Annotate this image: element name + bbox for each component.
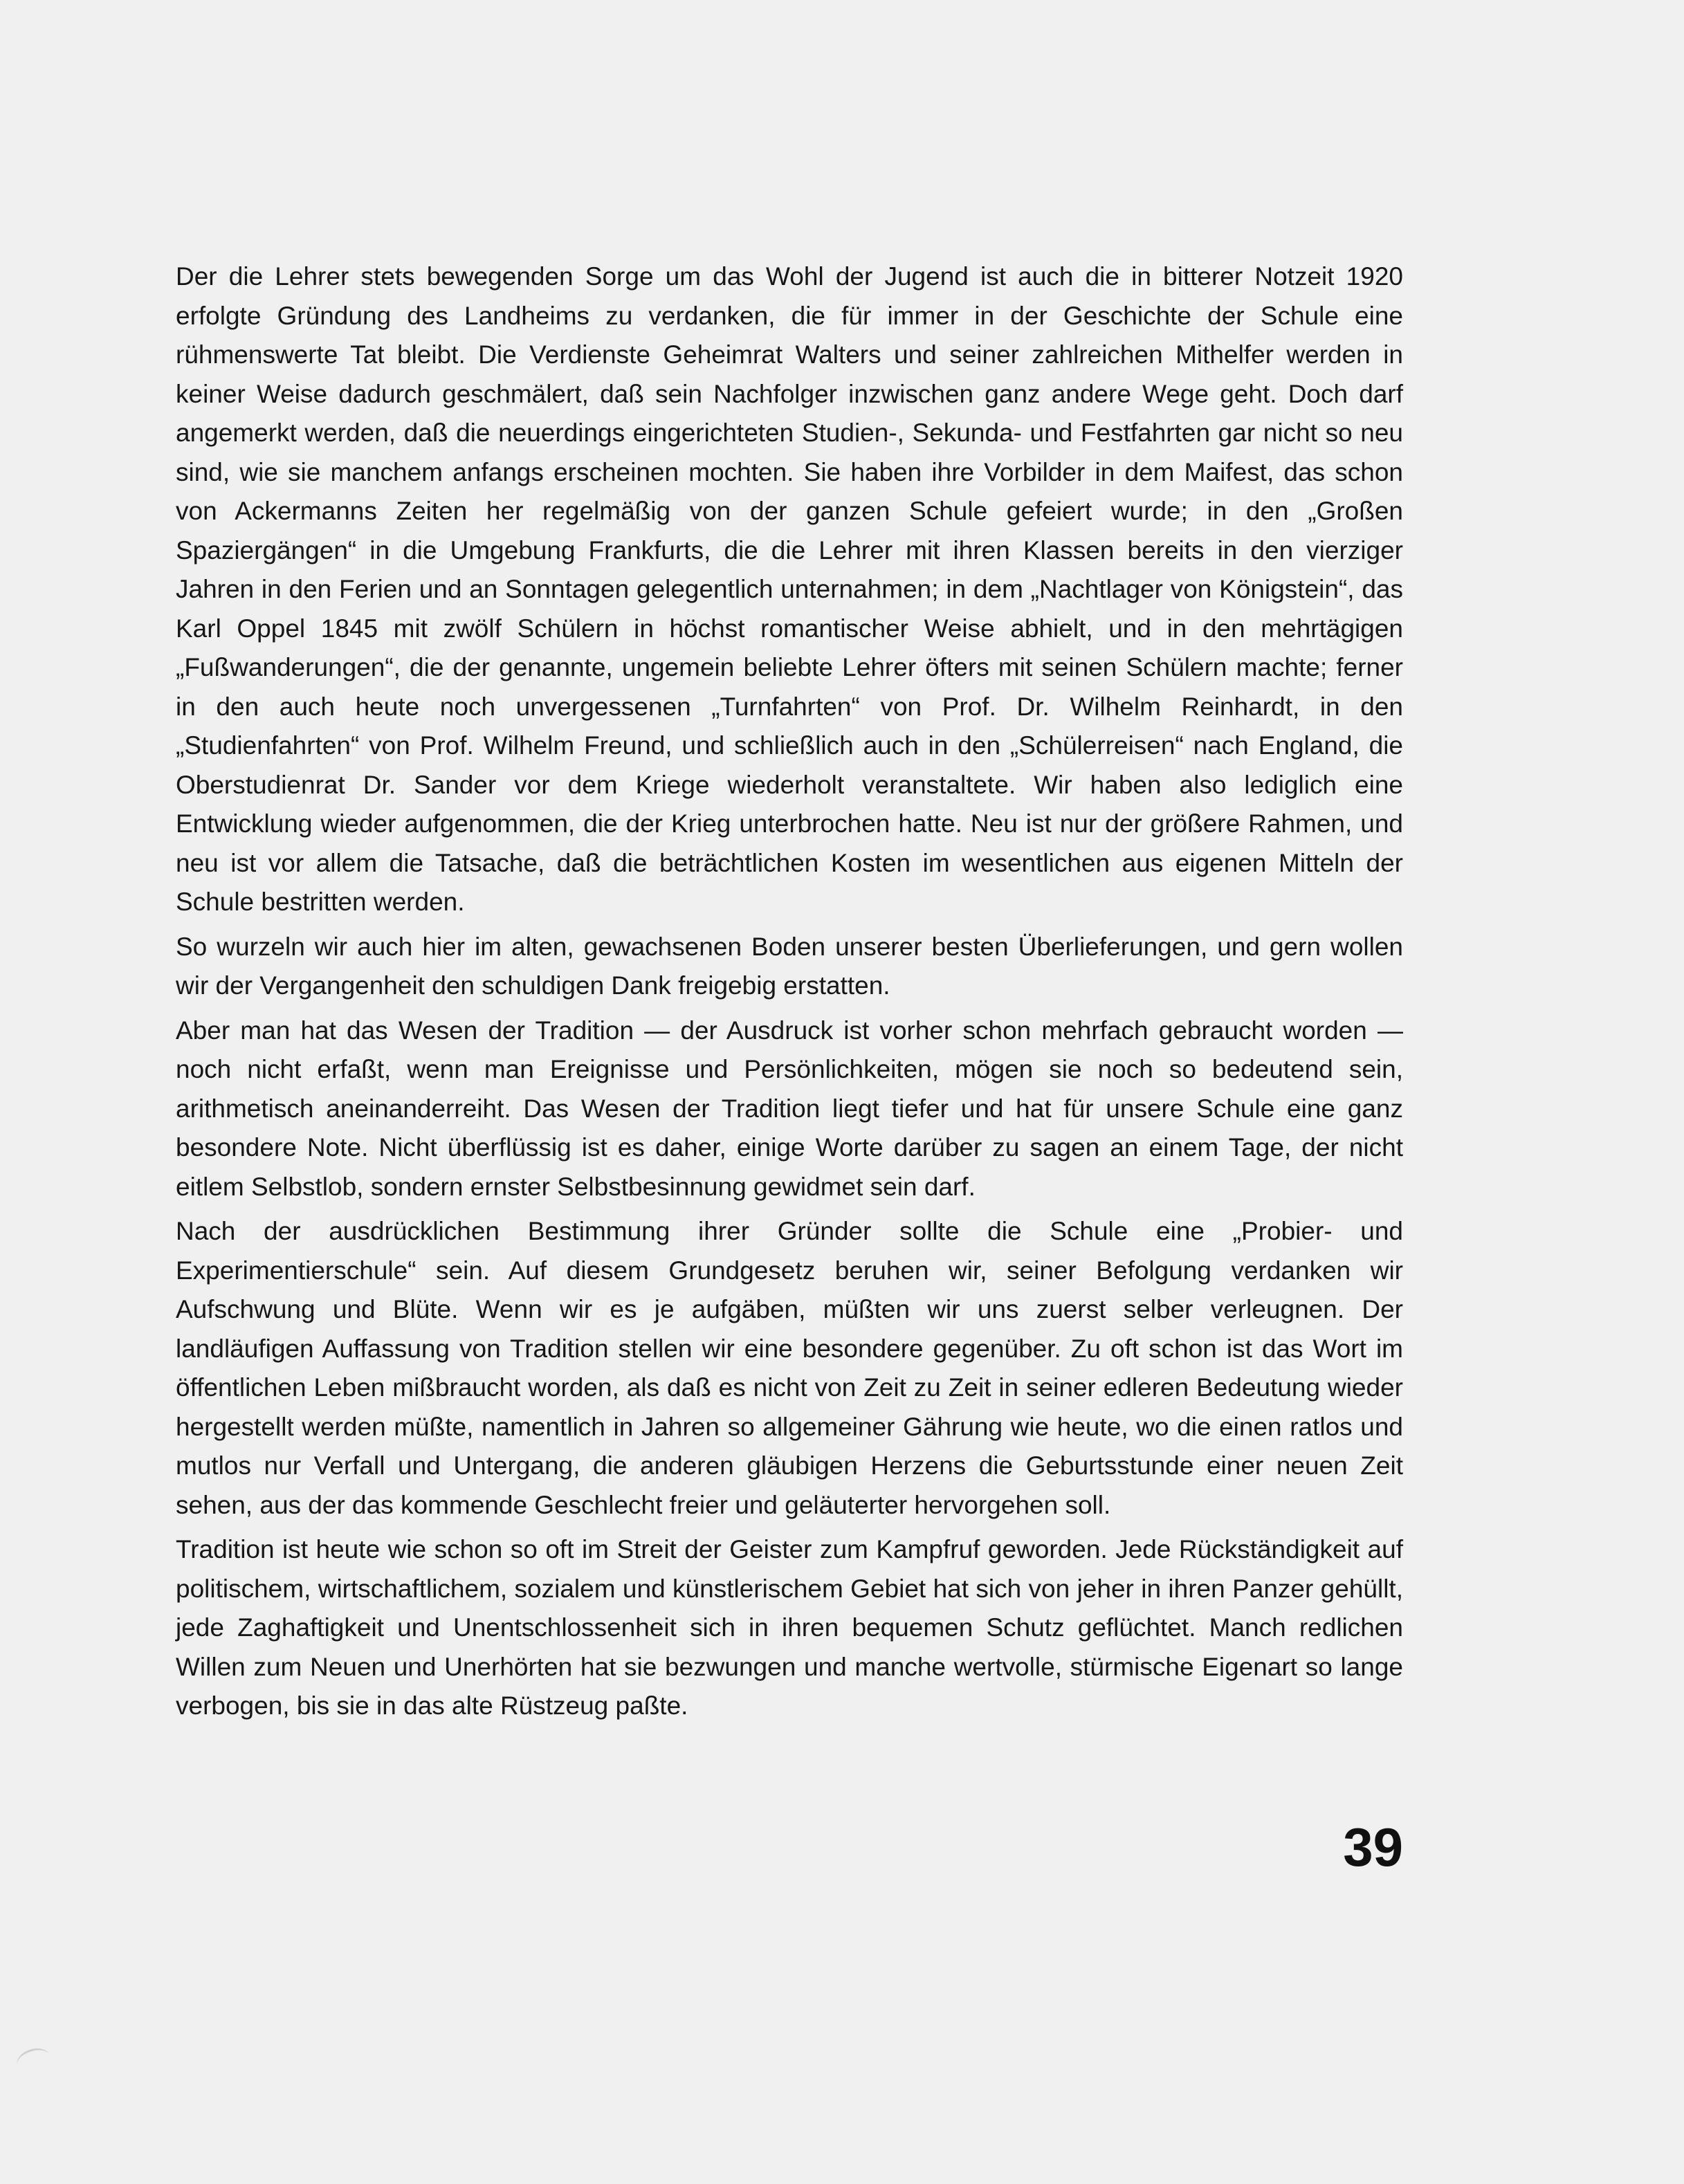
paragraph: So wurzeln wir auch hier im alten, gewachsenen Boden unserer besten Überlieferungen, und gern wollen wir der Vergangenheit den schuldigen Dank freigebig erstatten.	[176, 932, 1403, 1000]
paragraph: Tradition ist heute wie schon so oft im Streit der Geister zum Kampfruf geworden. Jede Rückständigkeit auf politischem, wirtschaftlichem, sozialem und künstlerischem Gebiet hat sich von jeher in ihren Panzer gehüllt, jede Zaghaftigkeit und Unentschlossenheit sich in ihren bequemen Schutz geflüchtet. Manch redlichen Willen zum Neuen und Unerhörten hat sie bezwungen und manche wertvolle, stürmische Eigenart so lange verbogen, bis sie in das alte Rüstzeug paßte.	[176, 1535, 1403, 1720]
paragraph: Der die Lehrer stets bewegenden Sorge um das Wohl der Jugend ist auch die in bitterer Notzeit 1920 erfolgte Gründung des Landheims zu verdanken, die für immer in der Geschichte der Schule eine rühmenswerte Tat bleibt. Die Verdienste Geheimrat Walters und seiner zahlreichen Mithelfer werden in keiner Weise dadurch geschmälert, daß sein Nachfolger inzwischen ganz andere Wege geht. Doch darf angemerkt werden, daß die neuerdings eingerichteten Studien-, Sekunda- und Festfahrten gar nicht so neu sind, wie sie manchem anfangs erscheinen mochten. Sie haben ihre Vorbilder in dem Maifest, das schon von Ackermanns Zeiten her regelmäßig von der ganzen Schule gefeiert wurde; in den „Großen Spaziergängen“ in die Umgebung Frankfurts, die die Lehrer mit ihren Klassen bereits in den vierziger Jahren in den Ferien und an Sonntagen gelegentlich unternahmen; in dem „Nachtlager von Königstein“, das Karl Oppel 1845 mit zwölf Schülern in höchst romantischer Weise abhielt, und in den mehrtägigen „Fußwanderungen“, die der genannte, ungemein beliebte Lehrer öfters mit seinen Schülern machte; ferner in den auch heute noch unvergessenen „Turnfahrten“ von Prof. Dr. Wilhelm Reinhardt, in den „Studienfahrten“ von Prof. Wilhelm Freund, und schließlich auch in den „Schülerreisen“ nach England, die Oberstudienrat Dr. Sander vor dem Kriege wiederholt veranstaltete. Wir haben also lediglich eine Entwicklung wieder aufgenommen, die der Krieg unterbrochen hatte. Neu ist nur der größere Rahmen, und neu ist vor allem die Tatsache, daß die beträchtlichen Kosten im wesentlichen aus eigenen Mitteln der Schule bestritten werden.	[176, 262, 1403, 916]
page-number: 39	[1343, 1817, 1403, 1878]
body-text	[176, 257, 1403, 1732]
paragraph: Nach der ausdrücklichen Bestimmung ihrer Gründer sollte die Schule eine „Probier- und Experimentierschule“ sein. Auf diesem Grundgesetz beruhen wir, seiner Befolgung verdanken wir Aufschwung und Blüte. Wenn wir es je aufgäben, müßten wir uns zuerst selber verleugnen. Der landläufigen Auffassung von Tradition stellen wir eine besondere gegenüber. Zu oft schon ist das Wort im öffentlichen Leben mißbraucht worden, als daß es nicht von Zeit zu Zeit in seiner edleren Bedeutung wieder hergestellt werden müßte, namentlich in Jahren so allgemeiner Gährung wie heute, wo die einen ratlos und mutlos nur Verfall und Untergang, die anderen gläubigen Herzens die Geburtsstunde einer neuen Zeit sehen, aus der das kommende Geschlecht freier und geläuterter hervorgehen soll.	[176, 1217, 1403, 1519]
paragraph: Aber man hat das Wesen der Tradition — der Ausdruck ist vorher schon mehrfach gebraucht worden — noch nicht erfaßt, wenn man Ereignisse und Persönlichkeiten, mögen sie noch so bedeutend sein, arithmetisch aneinanderreiht. Das Wesen der Tradition liegt tiefer und hat für unsere Schule eine ganz besondere Note. Nicht überflüssig ist es daher, einige Worte darüber zu sagen an einem Tage, der nicht eitlem Selbstlob, sondern ernster Selbstbesinnung gewidmet sein darf.	[176, 1016, 1403, 1201]
scan-mark	[14, 2044, 52, 2075]
